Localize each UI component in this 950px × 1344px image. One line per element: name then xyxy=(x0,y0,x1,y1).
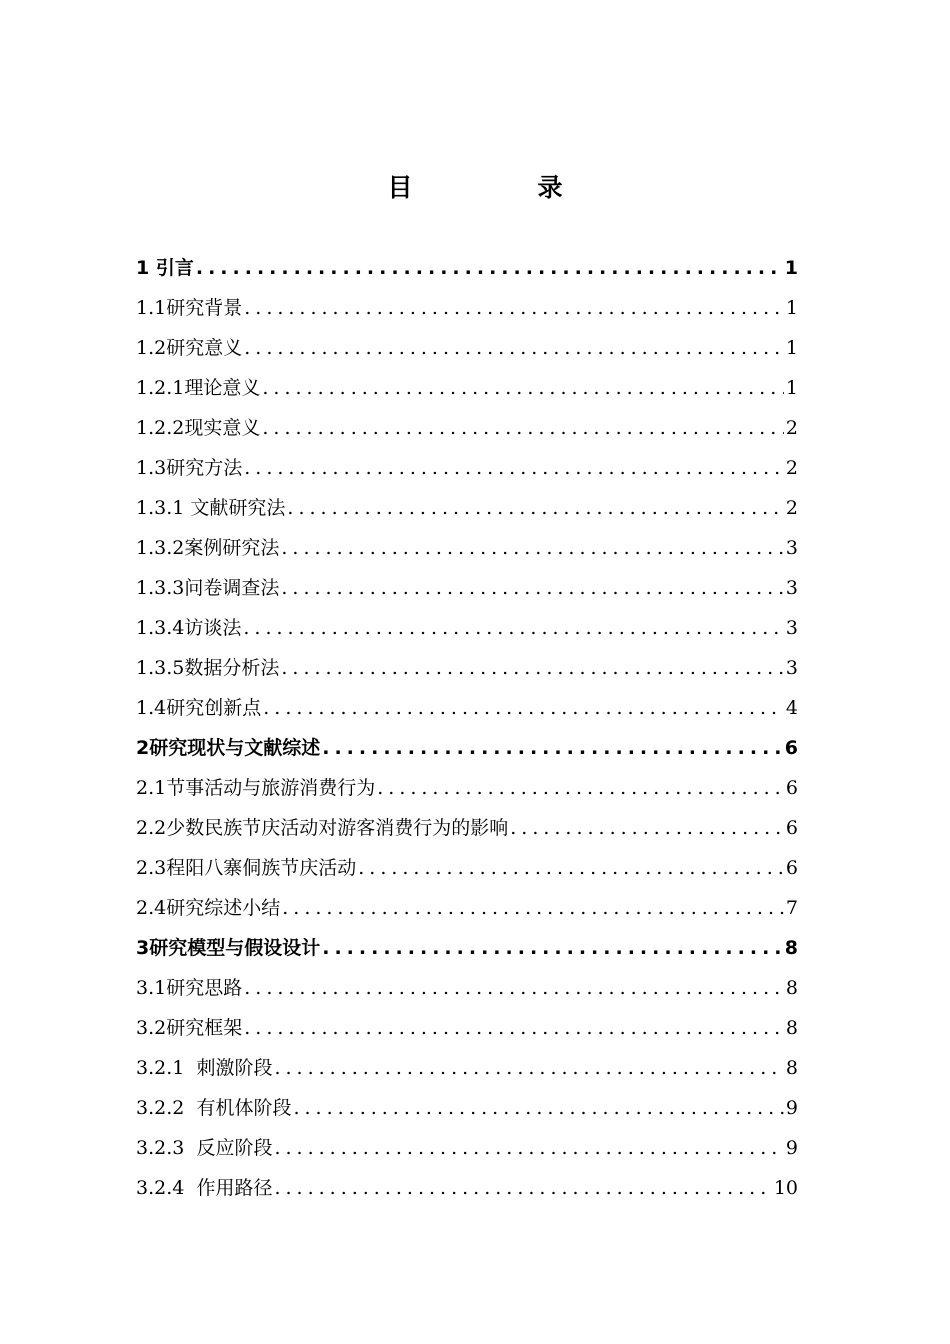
toc-entry-label: 程阳八寨侗族节庆活动 xyxy=(166,857,357,879)
toc-entry[interactable] xyxy=(136,528,798,568)
toc-entry-label: 研究意义 xyxy=(166,337,243,359)
dot-leader xyxy=(244,968,784,1008)
toc-entry-page: 6 xyxy=(785,817,798,839)
toc-entry[interactable] xyxy=(136,928,798,968)
toc-entry-page: 1 xyxy=(785,337,798,359)
toc-entry[interactable] xyxy=(136,1088,798,1128)
toc-entry[interactable] xyxy=(136,648,798,688)
toc-entry-label: 反应阶段 xyxy=(196,1137,273,1159)
dot-leader xyxy=(322,728,783,768)
dot-leader xyxy=(274,1168,771,1208)
toc-entry-page: 1 xyxy=(785,297,798,319)
dot-leader xyxy=(377,768,784,808)
toc-entry-number: 1.3.1 xyxy=(136,497,191,519)
dot-leader xyxy=(281,648,784,688)
toc-entry-number: 3.2.1 xyxy=(136,1057,197,1079)
toc-entry[interactable] xyxy=(136,848,798,888)
toc-entry-label: 问卷调查法 xyxy=(184,577,280,599)
dot-leader xyxy=(243,608,784,648)
toc-entry-number: 2.1 xyxy=(136,777,167,799)
toc-entry-number: 2.4 xyxy=(136,897,167,919)
toc-entry[interactable] xyxy=(136,448,798,488)
toc-entry-page: 1 xyxy=(784,257,798,279)
toc-entry-page: 9 xyxy=(785,1097,798,1119)
dot-leader xyxy=(244,288,784,328)
toc-entry-number: 3.2.3 xyxy=(136,1137,197,1159)
toc-entry-page: 8 xyxy=(784,937,798,959)
dot-leader xyxy=(274,1048,783,1088)
toc-entry[interactable] xyxy=(136,488,798,528)
toc-entry-label: 理论意义 xyxy=(184,377,261,399)
dot-leader xyxy=(281,528,784,568)
toc-entry[interactable] xyxy=(136,328,798,368)
toc-entry[interactable] xyxy=(136,728,798,768)
toc-entry[interactable] xyxy=(136,1168,798,1208)
toc-entry-page: 6 xyxy=(785,857,798,879)
toc-entry-label: 研究综述小结 xyxy=(166,897,281,919)
toc-entry-number: 3.2.2 xyxy=(136,1097,197,1119)
toc-entry[interactable] xyxy=(136,1008,798,1048)
toc-entry-page: 1 xyxy=(785,377,798,399)
toc-entry[interactable] xyxy=(136,768,798,808)
dot-leader xyxy=(244,448,784,488)
toc-entry-number: 3.2 xyxy=(136,1017,167,1039)
toc-entry-label: 有机体阶段 xyxy=(196,1097,292,1119)
toc-entry-number: 1 xyxy=(136,257,156,279)
toc-entry[interactable] xyxy=(136,968,798,1008)
toc-entry-label: 研究现状与文献综述 xyxy=(149,737,321,759)
toc-entry-page: 3 xyxy=(785,537,798,559)
toc-entry-label: 案例研究法 xyxy=(184,537,280,559)
dot-leader xyxy=(262,368,784,408)
dot-leader xyxy=(358,848,784,888)
toc-entry[interactable] xyxy=(136,408,798,448)
dot-leader xyxy=(244,328,784,368)
toc-entry-page: 10 xyxy=(773,1177,798,1199)
toc-entry-label: 刺激阶段 xyxy=(196,1057,273,1079)
dot-leader xyxy=(293,1088,783,1128)
toc-entry-label: 数据分析法 xyxy=(184,657,280,679)
toc-entry-label: 研究方法 xyxy=(166,457,243,479)
dot-leader xyxy=(282,888,784,928)
toc-title: 目 录 xyxy=(387,173,613,202)
toc-entry-label: 研究背景 xyxy=(166,297,243,319)
toc-entry-page: 8 xyxy=(785,977,798,999)
toc-entry[interactable] xyxy=(136,288,798,328)
toc-entry-page: 3 xyxy=(785,657,798,679)
toc-entry-number: 3 xyxy=(136,937,150,959)
toc-entry-page: 3 xyxy=(785,617,798,639)
table-of-contents xyxy=(136,248,798,1208)
toc-entry[interactable] xyxy=(136,888,798,928)
toc-entry-page: 2 xyxy=(785,457,798,479)
toc-entry-number: 2.3 xyxy=(136,857,167,879)
dot-leader xyxy=(281,568,784,608)
toc-entry-number: 1.3 xyxy=(136,457,167,479)
toc-entry-label: 文献研究法 xyxy=(190,497,286,519)
toc-entry-label: 引言 xyxy=(155,257,194,279)
toc-entry-number: 3.2.4 xyxy=(136,1177,197,1199)
toc-entry-label: 研究思路 xyxy=(166,977,243,999)
toc-entry-page: 2 xyxy=(785,497,798,519)
toc-entry-number: 1.3.4 xyxy=(136,617,185,639)
toc-entry-page: 2 xyxy=(785,417,798,439)
toc-entry-page: 3 xyxy=(785,577,798,599)
toc-entry-page: 8 xyxy=(785,1057,798,1079)
toc-entry-label: 作用路径 xyxy=(196,1177,273,1199)
toc-entry[interactable] xyxy=(136,568,798,608)
toc-entry-number: 1.1 xyxy=(136,297,167,319)
dot-leader xyxy=(262,408,784,448)
toc-entry-number: 1.2.1 xyxy=(136,377,185,399)
toc-entry-number: 1.4 xyxy=(136,697,167,719)
toc-entry-number: 3.1 xyxy=(136,977,167,999)
dot-leader xyxy=(274,1128,783,1168)
toc-entry-label: 现实意义 xyxy=(184,417,261,439)
dot-leader xyxy=(287,488,784,528)
toc-entry-label: 少数民族节庆活动对游客消费行为的影响 xyxy=(166,817,509,839)
toc-entry-page: 9 xyxy=(785,1137,798,1159)
toc-entry-number: 1.3.5 xyxy=(136,657,185,679)
toc-entry-number: 1.3.3 xyxy=(136,577,185,599)
toc-entry[interactable] xyxy=(136,608,798,648)
toc-entry-page: 8 xyxy=(785,1017,798,1039)
toc-entry-number: 1.2.2 xyxy=(136,417,185,439)
toc-entry-page: 4 xyxy=(785,697,798,719)
toc-entry-label: 研究框架 xyxy=(166,1017,243,1039)
toc-entry-label: 研究创新点 xyxy=(166,697,262,719)
toc-entry-label: 节事活动与旅游消费行为 xyxy=(166,777,376,799)
toc-entry[interactable] xyxy=(136,808,798,848)
toc-entry-number: 1.2 xyxy=(136,337,167,359)
dot-leader xyxy=(244,1008,784,1048)
dot-leader xyxy=(510,808,784,848)
toc-entry-page: 6 xyxy=(784,737,798,759)
toc-entry-page: 6 xyxy=(785,777,798,799)
toc-entry[interactable] xyxy=(136,368,798,408)
toc-entry-page: 7 xyxy=(785,897,798,919)
toc-entry-label: 访谈法 xyxy=(184,617,242,639)
toc-entry[interactable] xyxy=(136,1048,798,1088)
toc-entry[interactable] xyxy=(136,688,798,728)
toc-entry-label: 研究模型与假设设计 xyxy=(149,937,321,959)
toc-entry-number: 2 xyxy=(136,737,150,759)
toc-entry[interactable] xyxy=(136,248,798,288)
toc-entry-number: 2.2 xyxy=(136,817,167,839)
dot-leader xyxy=(263,688,784,728)
dot-leader xyxy=(322,928,783,968)
dot-leader xyxy=(196,248,783,288)
toc-entry-number: 1.3.2 xyxy=(136,537,185,559)
toc-entry[interactable] xyxy=(136,1128,798,1168)
